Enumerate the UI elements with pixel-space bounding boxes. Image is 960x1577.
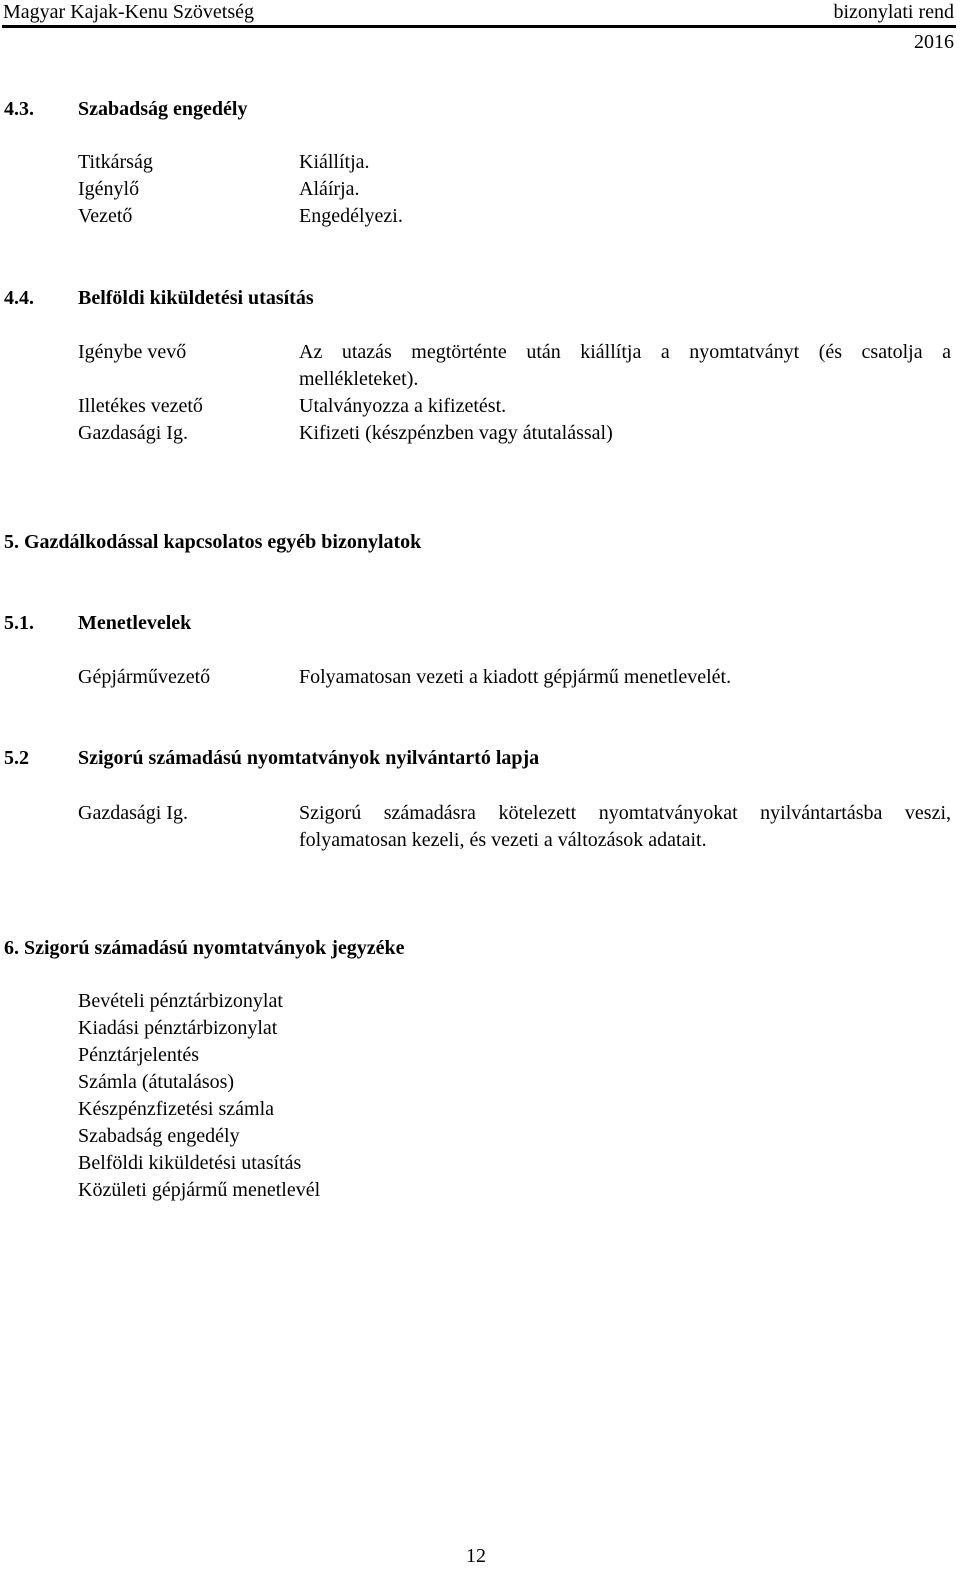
section-6-title: 6. Szigorú számadású nyomtatványok jegyzéke xyxy=(4,937,405,959)
role-label: Illetékes vezető xyxy=(78,395,203,417)
section-5-2-number: 5.2 xyxy=(4,747,29,769)
role-label: Gazdasági Ig. xyxy=(78,422,188,444)
section-4-3-number: 4.3. xyxy=(4,98,34,120)
role-label: Igénybe vevő xyxy=(78,341,187,363)
section-5-2-title: Szigorú számadású nyomtatványok nyilvántartó lapja xyxy=(78,747,540,769)
role-label: Vezető xyxy=(78,205,133,227)
role-action: Az utazás megtörténte után kiállítja a nyomtatványt (és csatolja a xyxy=(299,341,951,363)
role-action: Kiállítja. xyxy=(299,151,370,173)
role-action: Engedélyezi. xyxy=(299,205,403,227)
role-action: Kifizeti (készpénzben vagy átutalással) xyxy=(299,422,613,444)
role-label: Gépjárművezető xyxy=(78,666,211,688)
list-item: Közületi gépjármű menetlevél xyxy=(78,1179,321,1201)
section-5-1-number: 5.1. xyxy=(4,612,34,634)
page-number: 12 xyxy=(466,1545,486,1567)
role-action: Szigorú számadásra kötelezett nyomtatványokat nyilvántartásba veszi, xyxy=(299,802,951,824)
list-item: Készpénzfizetési számla xyxy=(78,1098,275,1120)
section-4-3-title: Szabadság engedély xyxy=(78,98,248,120)
list-item: Kiadási pénztárbizonylat xyxy=(78,1017,278,1039)
role-label: Igénylő xyxy=(78,178,140,200)
role-label: Titkárság xyxy=(78,151,153,173)
section-5-title: 5. Gazdálkodással kapcsolatos egyéb bizonylatok xyxy=(4,531,422,553)
list-item: Szabadság engedély xyxy=(78,1125,240,1147)
role-action-continued: mellékleteket). xyxy=(299,368,419,390)
list-item: Pénztárjelentés xyxy=(78,1044,200,1066)
section-5-1-title: Menetlevelek xyxy=(78,612,192,634)
role-action: Aláírja. xyxy=(299,178,360,200)
header-document-title: bizonylati rend xyxy=(833,1,954,23)
header-year: 2016 xyxy=(914,31,954,53)
role-action-continued: folyamatosan kezeli, és vezeti a változások adatait. xyxy=(299,829,707,851)
header-organization: Magyar Kajak-Kenu Szövetség xyxy=(3,1,255,23)
section-4-4-title: Belföldi kiküldetési utasítás xyxy=(78,287,314,309)
list-item: Belföldi kiküldetési utasítás xyxy=(78,1152,302,1174)
section-4-4-number: 4.4. xyxy=(4,287,34,309)
role-action: Folyamatosan vezeti a kiadott gépjármű menetlevelét. xyxy=(299,666,732,688)
role-action: Utalványozza a kifizetést. xyxy=(299,395,507,417)
list-item: Számla (átutalásos) xyxy=(78,1071,235,1093)
header-rule xyxy=(2,25,956,28)
role-label: Gazdasági Ig. xyxy=(78,802,188,824)
list-item: Bevételi pénztárbizonylat xyxy=(78,990,283,1012)
